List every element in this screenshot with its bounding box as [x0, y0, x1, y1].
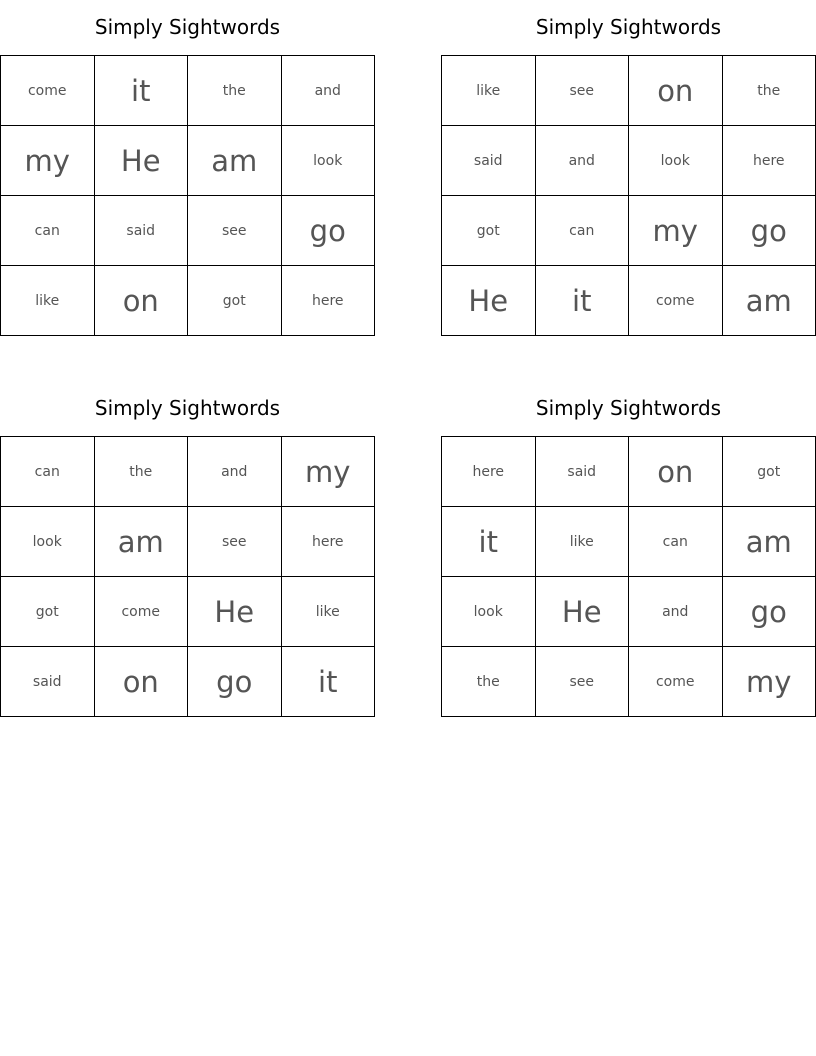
word-cell: here: [723, 126, 816, 196]
word-grid: [441, 55, 816, 336]
word-cell: am: [723, 266, 816, 336]
word-cell: am: [723, 507, 816, 577]
word-cell: here: [282, 266, 376, 336]
word-cell: am: [188, 126, 282, 196]
word-cell: can: [1, 437, 95, 507]
word-cell: look: [442, 577, 536, 647]
word-cell: He: [442, 266, 536, 336]
word-cell: come: [629, 266, 723, 336]
card-title: Simply Sightwords: [94, 15, 281, 39]
word-cell: see: [188, 507, 282, 577]
word-cell: He: [95, 126, 189, 196]
word-cell: like: [442, 56, 536, 126]
word-cell: said: [536, 437, 630, 507]
word-cell: my: [282, 437, 376, 507]
word-cell: got: [188, 266, 282, 336]
word-cell: it: [282, 647, 376, 717]
word-cell: and: [629, 577, 723, 647]
word-cell: see: [188, 196, 282, 266]
word-cell: and: [282, 56, 376, 126]
word-cell: said: [95, 196, 189, 266]
word-cell: go: [188, 647, 282, 717]
bingo-card-3: [0, 381, 375, 717]
word-cell: can: [536, 196, 630, 266]
word-cell: on: [95, 266, 189, 336]
word-cell: and: [188, 437, 282, 507]
word-cell: like: [1, 266, 95, 336]
word-cell: here: [282, 507, 376, 577]
card-title: Simply Sightwords: [535, 396, 722, 420]
word-cell: am: [95, 507, 189, 577]
word-cell: the: [188, 56, 282, 126]
word-cell: like: [536, 507, 630, 577]
bingo-card-1: [0, 0, 375, 336]
word-grid: [441, 436, 816, 717]
word-cell: go: [282, 196, 376, 266]
word-cell: look: [282, 126, 376, 196]
word-cell: look: [629, 126, 723, 196]
word-cell: come: [1, 56, 95, 126]
word-cell: it: [536, 266, 630, 336]
word-cell: said: [1, 647, 95, 717]
word-cell: here: [442, 437, 536, 507]
word-cell: my: [1, 126, 95, 196]
word-cell: got: [442, 196, 536, 266]
word-cell: go: [723, 577, 816, 647]
word-cell: like: [282, 577, 376, 647]
word-cell: come: [95, 577, 189, 647]
word-grid: [0, 55, 375, 336]
word-grid: [0, 436, 375, 717]
card-title: Simply Sightwords: [94, 396, 281, 420]
word-cell: can: [629, 507, 723, 577]
word-cell: go: [723, 196, 816, 266]
word-cell: on: [629, 437, 723, 507]
word-cell: look: [1, 507, 95, 577]
card-title: Simply Sightwords: [535, 15, 722, 39]
word-cell: see: [536, 647, 630, 717]
word-cell: and: [536, 126, 630, 196]
bingo-card-2: [441, 0, 816, 336]
word-cell: He: [536, 577, 630, 647]
word-cell: on: [95, 647, 189, 717]
word-cell: the: [442, 647, 536, 717]
word-cell: my: [723, 647, 816, 717]
word-cell: can: [1, 196, 95, 266]
word-cell: my: [629, 196, 723, 266]
word-cell: on: [629, 56, 723, 126]
word-cell: the: [95, 437, 189, 507]
word-cell: it: [95, 56, 189, 126]
word-cell: it: [442, 507, 536, 577]
bingo-card-4: [441, 381, 816, 717]
word-cell: the: [723, 56, 816, 126]
word-cell: come: [629, 647, 723, 717]
word-cell: got: [723, 437, 816, 507]
word-cell: said: [442, 126, 536, 196]
word-cell: He: [188, 577, 282, 647]
word-cell: got: [1, 577, 95, 647]
word-cell: see: [536, 56, 630, 126]
